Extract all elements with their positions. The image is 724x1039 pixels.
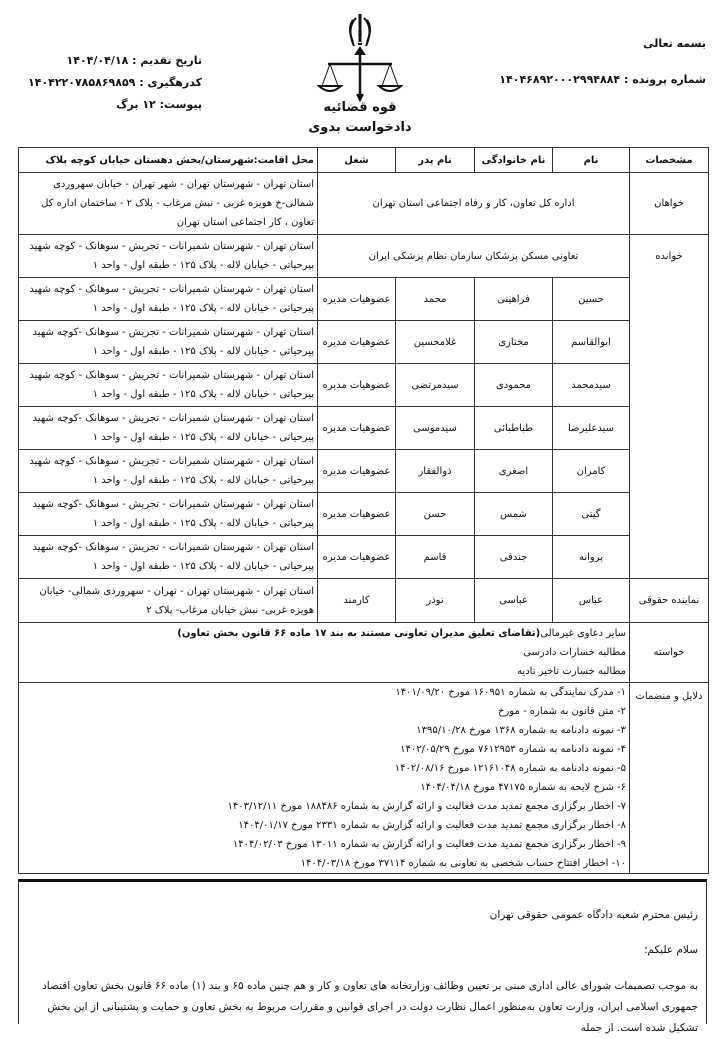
member-job: عضوهیات مدیره (318, 536, 396, 579)
header-job: شغل (318, 148, 396, 173)
header-father-name: نام پدر (396, 148, 475, 173)
member-father-name: سیدموسی (396, 407, 475, 450)
evidence-item: ۷- اخطار برگزاری مجمع تمدید مدت فعالیت و ارائه گزارش به شماره ۱۸۸۴۸۶ مورخ ۱۴۰۳/۱۲/۱۱ (227, 801, 626, 812)
member-first-name: پروانه (553, 536, 630, 579)
demand-line-3: مطالبه خسارت تاخیر تادیه (517, 666, 626, 677)
member-family-name: مختاری (475, 321, 553, 364)
member-first-name: حسین (553, 278, 630, 321)
case-number-label: شماره پرونده : (624, 73, 706, 86)
legal-rep-job: کارمند (318, 579, 396, 623)
demand-content (19, 623, 630, 683)
submit-date (67, 54, 202, 67)
attachment-label: پیوست: (159, 98, 202, 111)
attachment-value: ۱۲ برگ (116, 98, 156, 111)
invocation-text: بسمه تعالی (643, 37, 706, 50)
defendant-member-row (19, 321, 709, 364)
defendant-entity-name: تعاونی مسکن پزشکان سازمان نظام پزشکی ایران (318, 235, 630, 278)
evidence-item: ۳- نمونه دادنامه به شماره ۱۳۶۸ مورخ ۱۳۹۵/۱۰/۲۸ (416, 725, 626, 736)
demand-line-1-bold: (تقاضای تعلیق مدیران تعاونی مستند به بند ۱۷ ماده ۶۶ قانون بخش تعاون) (177, 628, 541, 639)
evidence-item: ۲- متن قانون به شماره - مورخ (498, 706, 626, 717)
defendant-label: خوانده (630, 235, 709, 579)
letter-body: به موجب تصمیمات شورای عالی اداری مبنی بر تعیین وظائف وزارتخانه های تعاون و کار و هم چنین ماده ۶۵ و بند (۱) ماده ۶۶ قانون بخش تعاون اقتصاد جمهوری اسلامی ایران، وزارت تعاون به‌منظور اعمال نظارت دولت در اجرای قوانین و مقررات مربوط به بخش تعاون و حمایت و پشتیبانی از این بخش تشکیل شده است. از جمله (42, 980, 698, 1034)
evidence-item: ۴- نمونه دادنامه به شماره ۷۶۱۲۹۵۳ مورخ ۱۴۰۲/۰۵/۲۹ (400, 744, 626, 755)
defendant-member-row (19, 278, 709, 321)
letter-greeting: سلام علیکم؛ (644, 944, 698, 956)
legal-rep-family-name: عباسی (475, 579, 553, 623)
petition-table (18, 147, 709, 874)
evidence-row (19, 683, 709, 874)
legal-rep-father-name: نوذر (396, 579, 475, 623)
plaintiff-name: اداره کل تعاون، کار و رفاه اجتماعی استان تهران (318, 173, 630, 235)
petition-letter (18, 879, 707, 1034)
member-address: استان تهران - شهرستان شمیرانات - تجریش - سوهانک -کوچه شهید پیرحیاتی - خیابان لاله - پلاک ۱۲۵ - طبقه اول - واحد ۱ (19, 321, 318, 364)
member-job: عضوهیات مدیره (318, 364, 396, 407)
evidence-label: دلایل و منضمات (630, 683, 709, 874)
defendant-member-row (19, 407, 709, 450)
defendant-entity-row (19, 235, 709, 278)
evidence-item: ۵- نمونه دادنامه به شماره ۱۲۱۶۱۰۴۸ مورخ ۱۴۰۲/۰۸/۱۶ (394, 763, 626, 774)
defendant-entity-address: استان تهران - شهرستان شمیرانات - تجریش - سوهانک - کوچه شهید پیرحیاتی - خیابان لاله - پلاک ۱۲۵ - طبقه اول - واحد ۱ (19, 235, 318, 278)
evidence-list (19, 683, 630, 874)
case-number-value: ۱۴۰۴۶۸۹۲۰۰۰۲۹۹۴۸۸۴ (499, 73, 621, 86)
demand-line-1 (22, 624, 626, 643)
defendant-member-row (19, 536, 709, 579)
plaintiff-address: استان تهران - شهرستان تهران - شهر تهران - خیابان سهروردی شمالی-خ هویزه غربی - نبش مرغاب - پلاک ۲ - ساختمان اداره کل تعاون ، کار اجتماعی استان تهران (19, 173, 318, 235)
member-family-name: شمس (475, 493, 553, 536)
defendant-member-row (19, 450, 709, 493)
header-specs: مشخصات (630, 148, 709, 173)
header-first-name: نام (553, 148, 630, 173)
tracking-code-label: کدرهگیری : (139, 76, 202, 89)
member-father-name: ذوالفقار (396, 450, 475, 493)
plaintiff-row (19, 173, 709, 235)
header-address: محل اقامت:شهرستان/بخش دهستان خیابان کوچه پلاک (19, 148, 318, 173)
member-father-name: غلامحسین (396, 321, 475, 364)
defendant-member-row (19, 364, 709, 407)
member-first-name: کامران (553, 450, 630, 493)
demand-line-1-prefix: سایر دعاوی غیرمالی (540, 628, 626, 639)
attachment-count (116, 98, 202, 111)
member-family-name: فراهینی (475, 278, 553, 321)
member-job: عضوهیات مدیره (318, 278, 396, 321)
demand-row (19, 623, 709, 683)
evidence-item: ۱- مدرک نمایندگی به شماره ۱۶۰۹۵۱ مورخ ۱۴۰۱/۰۹/۲۰ (395, 687, 626, 698)
member-job: عضوهیات مدیره (318, 450, 396, 493)
judiciary-emblem-icon (310, 6, 410, 104)
demand-label: خواسته (630, 623, 709, 683)
organization-name: قوه قضائیه (323, 100, 397, 115)
member-first-name: سیدمحمد (553, 364, 630, 407)
submit-date-label: تاریخ تقدیم : (132, 54, 202, 67)
legal-rep-address: استان تهران - شهرستان تهران - تهران - سهروردی شمالی- خیابان هویزه غربی- نبش خیابان مرغاب- پلاک ۲ (19, 579, 318, 623)
plaintiff-label: خواهان (630, 173, 709, 235)
member-father-name: حسن (396, 493, 475, 536)
demand-line-2: مطالبه خسارات دادرسی (523, 647, 626, 658)
tracking-code-value: ۱۴۰۴۲۲۰۷۸۵۸۶۹۸۵۹ (27, 76, 136, 89)
header-family-name: نام خانوادگی (475, 148, 553, 173)
member-address: استان تهران - شهرستان شمیرانات - تجریش - سوهانک -کوچه شهید پیرحیاتی - خیابان لاله - پلاک ۱۲۵ - طبقه اول - واحد ۱ (19, 536, 318, 579)
member-address: استان تهران - شهرستان شمیرانات - تجریش - سوهانک -کوچه شهید پیرحیاتی - خیابان لاله - پلاک ۱۲۵ - طبقه اول - واحد ۱ (19, 493, 318, 536)
defendant-member-row (19, 493, 709, 536)
legal-rep-first-name: عباس (553, 579, 630, 623)
submit-date-value: ۱۴۰۴/۰۴/۱۸ (66, 54, 129, 67)
member-family-name: جندقی (475, 536, 553, 579)
member-family-name: اصغری (475, 450, 553, 493)
member-father-name: محمد (396, 278, 475, 321)
case-number (499, 73, 706, 86)
evidence-item: ۹- اخطار برگزاری مجمع تمدید مدت فعالیت و ارائه گزارش به شماره ۱۳۰۱۱ مورخ ۱۴۰۴/۰۲/۰۳ (232, 839, 626, 850)
member-address: استان تهران - شهرستان شمیرانات - تجریش - سوهانک - کوچه شهید پیرحیاتی - خیابان لاله - پلاک ۱۲۵ - طبقه اول - واحد ۱ (19, 450, 318, 493)
legal-rep-label: نماینده حقوقی (630, 579, 709, 623)
member-first-name: ابوالقاسم (553, 321, 630, 364)
member-family-name: محمودی (475, 364, 553, 407)
tracking-code (28, 76, 202, 89)
document-title: دادخواست بدوی (308, 120, 412, 135)
member-job: عضوهیات مدیره (318, 407, 396, 450)
legal-rep-row (19, 579, 709, 623)
evidence-item: ۶- شرح لایحه به شماره ۴۷۱۷۵ مورخ ۱۴۰۴/۰۴/۱۸ (420, 782, 626, 793)
member-address: استان تهران - شهرستان شمیرانات - تجریش - سوهانک - کوچه شهید پیرحیاتی - خیابان لاله - پلاک ۱۲۵ - طبقه اول - واحد ۱ (19, 278, 318, 321)
evidence-item: ۱۰- اخطار افتتاح حساب شخصی به تعاونی به شماره ۳۷۱۱۴ مورخ ۱۴۰۴/۰۳/۱۸ (300, 858, 626, 869)
member-first-name: سیدعلیرضا (553, 407, 630, 450)
member-address: استان تهران - شهرستان شمیرانات - تجریش - سوهانک - کوچه شهید پیرحیاتی - خیابان لاله - پلاک ۱۲۵ - طبقه اول - واحد ۱ (19, 364, 318, 407)
member-job: عضوهیات مدیره (318, 493, 396, 536)
member-job: عضوهیات مدیره (318, 321, 396, 364)
evidence-item: ۸- اخطار برگزاری مجمع تمدید مدت فعالیت و ارائه گزارش به شماره ۲۳۳۱ مورخ ۱۴۰۴/۰۱/۱۷ (238, 820, 626, 831)
letter-addressee: رئیس محترم شعبه دادگاه عمومی حقوقی تهران (489, 909, 698, 921)
member-father-name: سیدمرتضی (396, 364, 475, 407)
member-father-name: قاسم (396, 536, 475, 579)
member-first-name: گیتی (553, 493, 630, 536)
table-header-row (19, 148, 709, 173)
member-address: استان تهران - شهرستان شمیرانات - تجریش - سوهانک -کوچه شهید پیرحیاتی - خیابان لاله - پلاک ۱۲۵ - طبقه اول - واحد ۱ (19, 407, 318, 450)
member-family-name: طباطبائی (475, 407, 553, 450)
